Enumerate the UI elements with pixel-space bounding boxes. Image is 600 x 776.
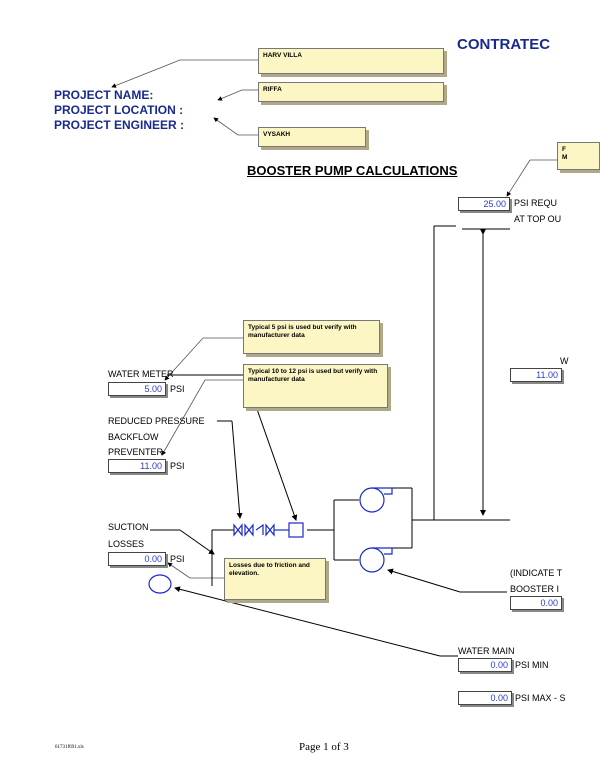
psi-required-label-2: AT TOP OU: [514, 214, 562, 224]
backflow-input[interactable]: 11.00: [108, 459, 166, 473]
water-main-max-label: PSI MAX - S: [515, 693, 566, 703]
project-engineer-value: VYSAKH: [263, 131, 291, 138]
project-name-value: HARV VILLA: [263, 52, 302, 59]
backflow-unit: PSI: [170, 461, 185, 471]
psi-required-input[interactable]: 25.00: [458, 197, 510, 211]
check-valve-icon: [266, 525, 274, 535]
right-mid-label: W: [560, 356, 569, 366]
pump-top-icon: [360, 488, 384, 512]
water-main-label: WATER MAIN: [458, 646, 515, 656]
indicate-label-1: (INDICATE T: [510, 568, 563, 578]
indicate-label-2: BOOSTER I: [510, 584, 560, 594]
project-engineer-note: [258, 127, 366, 147]
water-meter-note: Typical 5 psi is used but verify with manufacturer data: [243, 320, 380, 354]
footer-page-number: Page 1 of 3: [299, 741, 349, 753]
project-name-label: PROJECT NAME:: [54, 88, 154, 102]
suction-unit: PSI: [170, 554, 185, 564]
backflow-label-2: BACKFLOW: [108, 432, 159, 442]
project-engineer-label: PROJECT ENGINEER :: [54, 118, 185, 132]
water-main-min-input[interactable]: 0.00: [458, 658, 512, 672]
check-valve-icon: [245, 525, 253, 535]
indicate-input[interactable]: 0.00: [510, 596, 562, 610]
suction-label-2: LOSSES: [108, 539, 145, 549]
water-main-max-input[interactable]: 0.00: [458, 691, 512, 705]
project-location-note: [258, 82, 444, 102]
backflow-label-3: PREVENTER: [108, 447, 164, 457]
project-location-value: RIFFA: [263, 86, 282, 93]
backflow-label-1: REDUCED PRESSURE: [108, 416, 205, 426]
losses-note: Losses due to friction and elevation.: [224, 558, 326, 600]
water-meter-label: WATER METER: [108, 369, 174, 379]
water-main-icon: [149, 575, 171, 593]
water-meter-icon: [289, 523, 303, 537]
suction-label-1: SUCTION: [108, 522, 149, 532]
footer-filename: 61731f691.xls: [55, 745, 84, 750]
page-title: BOOSTER PUMP CALCULATIONS: [247, 163, 458, 178]
backflow-note: Typical 10 to 12 psi is used but verify with manufacturer data: [243, 364, 388, 408]
psi-required-label: PSI REQU: [514, 198, 558, 208]
brand-title: CONTRATEC: [457, 36, 551, 53]
water-meter-unit: PSI: [170, 384, 185, 394]
water-main-min-label: PSI MIN: [515, 660, 549, 670]
pump-bottom-icon: [360, 548, 384, 572]
water-meter-input[interactable]: 5.00: [108, 382, 166, 396]
project-name-note: [258, 48, 444, 74]
right-mid-input[interactable]: 11.00: [510, 368, 562, 382]
gate-valve-icon: [234, 525, 242, 535]
suction-input[interactable]: 0.00: [108, 552, 166, 566]
project-location-label: PROJECT LOCATION :: [54, 103, 184, 117]
top-right-note: F M: [557, 142, 600, 170]
